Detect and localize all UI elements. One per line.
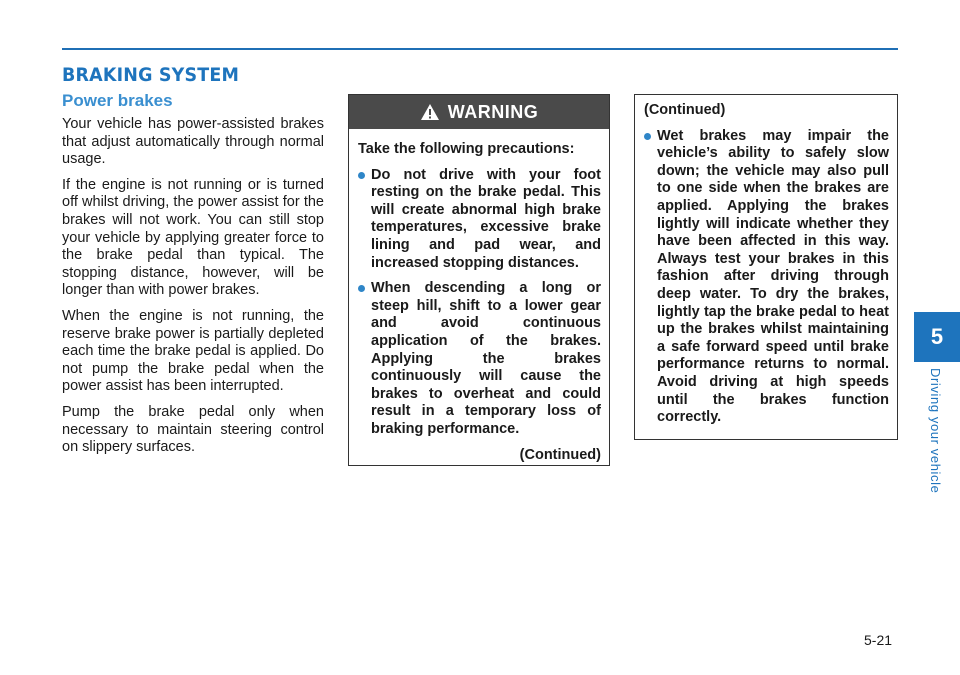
warning-bullet-text: Do not drive with your foot resting on the brake pedal. This will create abnormal high brake temperatures, excessive brake lining and pad wear, and increased stopping distances. (371, 166, 601, 271)
warning-intro: Take the following precautions: (358, 141, 575, 157)
body-paragraph: If the engine is not running or is turned off whilst driving, the power assist for the brakes will not work. You can still stop your vehicle by applying greater force to the brake pedal than typical. The stopping distance, however, will be longer than with power brakes. (62, 176, 324, 299)
warning-box (348, 94, 610, 466)
warning-header-label: WARNING (447, 101, 539, 122)
warning-bullet-text: When descending a long or steep hill, shift to a lower gear and avoid continuous application of the brakes. Applying the brakes continuously will cause the brakes to overheat and could result in a temporary loss of braking performance. (371, 280, 601, 437)
warning-header (349, 95, 609, 129)
header-rule (62, 48, 898, 50)
body-paragraph: Pump the brake pedal only when necessary to maintain steering control on slippery surfaces. (62, 403, 324, 456)
subtitle-power-brakes: Power brakes (62, 91, 173, 110)
body-paragraph: Your vehicle has power-assisted brakes that adjust automatically through normal usage. (62, 116, 324, 168)
chapter-title: Driving your vehicle (928, 368, 943, 494)
continued-bullet-text: Wet brakes may impair the vehicle’s ability to safely slow down; the vehicle may also pull to one side when the brakes are applied. Applying the brakes lightly will indicate whether they have been affected in this way. Always test your brakes in this fashion after driving through deep water. To dry the brakes, lightly tap the brake pedal to heat up the brakes whilst maintaining a safe forward speed until brake performance returns to normal. Avoid driving at high speeds until the brakes function correctly. (657, 127, 889, 426)
continued-header: (Continued) (644, 102, 726, 118)
continued-box (634, 94, 898, 440)
bullet-dot-icon (358, 285, 365, 292)
body-column (62, 116, 324, 465)
warning-bullet (358, 280, 601, 438)
body-paragraph: When the engine is not running, the reserve brake power is partially depleted each time the brake pedal is applied. Do not pump the brake pedal when the power assist has been interrupted. (62, 307, 324, 395)
continued-bullet (644, 128, 889, 427)
bullet-dot-icon (644, 133, 651, 140)
bullet-dot-icon (358, 172, 365, 179)
warning-continued: (Continued) (519, 446, 601, 463)
section-title: BRAKING SYSTEM (62, 64, 240, 86)
page-number: 5-21 (864, 632, 893, 648)
warning-triangle-icon (420, 103, 440, 121)
warning-body (349, 129, 609, 463)
chapter-tab (914, 312, 960, 362)
chapter-number: 5 (930, 324, 944, 349)
warning-bullet (358, 167, 601, 273)
